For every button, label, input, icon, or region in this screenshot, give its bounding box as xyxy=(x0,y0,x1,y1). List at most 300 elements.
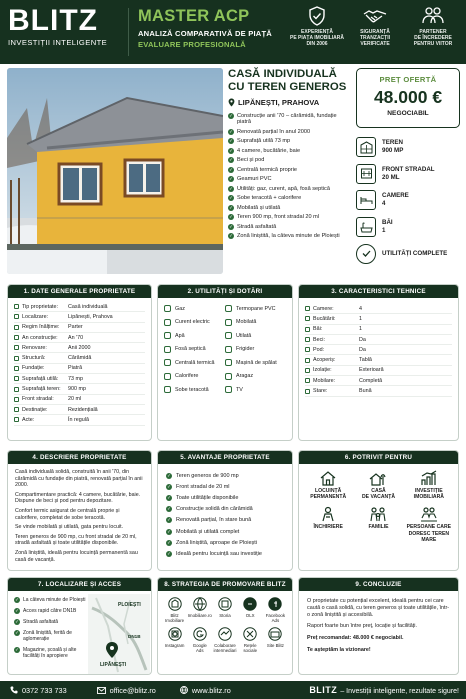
footer-phone[interactable] xyxy=(10,686,67,695)
recommended-price: Preț recomandat: 48.000 € negociabil. xyxy=(307,635,404,642)
row-label-text: Bucătării: xyxy=(313,315,336,322)
row-value: 20 ml xyxy=(68,396,82,403)
row-value: 73 mp xyxy=(68,375,83,382)
product-block xyxy=(138,7,272,49)
utility-item xyxy=(225,372,286,381)
property-title-line-2: CU TEREN GENEROS xyxy=(228,81,347,93)
table-row xyxy=(305,376,452,386)
row-label-text: Suprafață teren: xyxy=(22,386,61,393)
section-technical xyxy=(298,284,459,441)
row-label-text: Camere: xyxy=(313,305,334,312)
badge-line: TRANZACȚII xyxy=(360,35,390,41)
check-icon: ✓ xyxy=(15,647,19,652)
utility-icon xyxy=(225,373,232,380)
globe-icon xyxy=(180,686,188,694)
feature-text: Stradă asfaltată xyxy=(237,223,277,230)
badge-partner xyxy=(404,6,462,47)
utility-item xyxy=(164,345,225,354)
row-value: An '70 xyxy=(68,334,84,341)
utility-label: Sobe teracotă xyxy=(175,386,209,393)
advantages-list xyxy=(158,464,292,560)
advantage-text: Construcție solidă din cărămidă xyxy=(176,506,253,513)
advantage-item xyxy=(166,504,284,515)
row-label xyxy=(14,386,68,392)
row-label-text: Tip proprietate: xyxy=(22,303,59,310)
utility-icon xyxy=(164,346,171,353)
section-title: 4. DESCRIERE PROPRIETATE xyxy=(8,451,151,464)
utility-item xyxy=(225,345,286,354)
table-row xyxy=(305,314,452,324)
channel-label-2: intermediari xyxy=(213,648,237,653)
feature-text: Teren 900 mp, front stradal 20 ml xyxy=(237,214,320,221)
table-row xyxy=(14,415,145,425)
advantage-text: Zonă liniștită, aproape de Ploiești xyxy=(176,539,258,546)
channel-label: Rețele xyxy=(243,643,257,648)
suited-investment: INVESTIȚIE IMOBILIARĂ xyxy=(404,470,454,500)
price-value: 48.000 € xyxy=(373,87,443,107)
row-label-text: Fundație: xyxy=(22,365,45,372)
suited-rental: ÎNCHIRIERE xyxy=(303,506,353,543)
field-icon xyxy=(14,417,19,422)
channel-label: Storia xyxy=(219,613,231,618)
utility-item xyxy=(164,372,225,381)
spec-label: TEREN xyxy=(382,139,403,147)
spec-land xyxy=(356,134,460,161)
table-row xyxy=(14,312,145,322)
row-label-text: Băi: xyxy=(313,326,323,333)
row-value: Anii 2000 xyxy=(68,344,91,351)
row-value: 1 xyxy=(359,326,362,333)
utility-label: Fosă septică xyxy=(175,346,206,352)
section-suited-for xyxy=(298,450,459,571)
row-value: 1 xyxy=(359,315,362,322)
olx-icon xyxy=(243,597,257,611)
feature-text: Beci și pod xyxy=(237,157,265,164)
row-label xyxy=(14,417,68,423)
technical-table xyxy=(299,298,458,397)
row-label xyxy=(14,407,68,413)
frontage-icon xyxy=(356,164,376,184)
brand-block xyxy=(8,6,107,47)
table-row xyxy=(14,405,145,415)
conclusion-paragraph: Raport foarte bun între preț, locație și facilități. xyxy=(307,623,417,630)
row-label-text: Structură: xyxy=(22,355,46,362)
utility-label: Centrală termică xyxy=(175,359,215,366)
promotion-channel xyxy=(212,627,237,653)
row-label-text: Izolație: xyxy=(313,367,332,374)
shield-check-icon xyxy=(308,6,326,26)
key-specs xyxy=(356,134,460,267)
partners-icon xyxy=(421,6,445,26)
feature-item xyxy=(228,224,352,230)
field-icon xyxy=(14,335,19,340)
table-row xyxy=(14,353,145,363)
channel-label: Blitz xyxy=(170,613,179,618)
check-icon: ✓ xyxy=(167,506,171,512)
feature-text: Centrală termică proprie xyxy=(237,166,298,173)
utility-label: Curent electric xyxy=(175,319,210,325)
product-title: MASTER ACP xyxy=(138,7,250,25)
row-label xyxy=(14,314,68,320)
location-text: Stradă asfaltată xyxy=(23,619,59,625)
check-icon: ✓ xyxy=(229,223,233,229)
utility-label: Termopane PVC xyxy=(236,305,276,312)
section-description xyxy=(7,450,152,571)
row-label xyxy=(305,337,359,343)
building-icon xyxy=(168,597,182,611)
spec-frontage xyxy=(356,161,460,188)
section-conclusion xyxy=(298,577,459,675)
table-row xyxy=(305,386,452,396)
utility-icon xyxy=(164,332,171,339)
badge-safety xyxy=(346,6,404,47)
row-value: În regulă xyxy=(68,416,89,423)
location-item xyxy=(14,608,88,614)
section-title: 5. AVANTAJE PROPRIETATE xyxy=(158,451,292,464)
utility-icon xyxy=(164,305,171,312)
collab-icon xyxy=(218,627,232,641)
field-icon xyxy=(305,327,310,332)
check-icon: ✓ xyxy=(167,483,171,489)
row-value: 900 mp xyxy=(68,386,86,393)
property-summary xyxy=(228,68,352,243)
handshake-icon xyxy=(363,6,387,26)
utility-icon xyxy=(225,386,232,393)
field-icon xyxy=(305,378,310,383)
location-text: La câteva minute de Ploiești xyxy=(23,597,86,603)
check-icon: ✓ xyxy=(229,166,233,172)
property-photo xyxy=(7,68,223,274)
section-advantages xyxy=(157,450,293,571)
utility-icon xyxy=(225,359,232,366)
check-icon: ✓ xyxy=(229,138,233,144)
row-label-text: Localizare: xyxy=(22,313,49,320)
check-icon: ✓ xyxy=(229,195,233,201)
globe-icon xyxy=(193,597,207,611)
feature-list xyxy=(228,113,352,239)
table-row xyxy=(305,355,452,365)
footer-website[interactable] xyxy=(180,686,231,695)
advantage-item xyxy=(166,537,284,548)
badge-line: PARTENER xyxy=(419,29,447,35)
spec-label: UTILITĂȚI COMPLETE xyxy=(382,249,448,257)
email-icon xyxy=(97,687,106,694)
utility-label: Apă xyxy=(175,332,185,339)
channel-label-2: Ads xyxy=(196,648,204,653)
table-row xyxy=(305,345,452,355)
utility-icon xyxy=(225,346,232,353)
channel-label: Imobiliare.ro xyxy=(187,613,212,618)
promotion-channel xyxy=(162,627,187,653)
promotion-channel xyxy=(187,627,212,653)
utility-label: Mobilată xyxy=(236,319,257,325)
product-subtitle-2: EVALUARE PROFESIONALĂ xyxy=(138,40,246,49)
spec-baths xyxy=(356,214,460,241)
spec-value: 1 xyxy=(382,227,386,235)
table-row xyxy=(305,366,452,376)
location-text: Acces rapid către DN1B xyxy=(23,608,77,614)
spec-label: FRONT STRADAL xyxy=(382,165,435,173)
promotion-channel xyxy=(162,597,187,623)
field-icon xyxy=(305,306,310,311)
row-value: Exterioară xyxy=(359,367,384,374)
promotion-channel xyxy=(263,627,288,653)
promotion-channel xyxy=(238,627,263,653)
investment-chart-icon xyxy=(420,470,438,486)
family-icon xyxy=(369,506,387,522)
email-address: office@blitz.ro xyxy=(109,685,156,695)
description-paragraph: Zonă liniștită, ideală pentru locuință permanentă sau casă de vacanță. xyxy=(15,549,138,563)
utility-icon xyxy=(225,332,232,339)
section-general-data xyxy=(7,284,152,441)
check-icon: ✓ xyxy=(15,597,19,602)
utility-label: Gaz xyxy=(175,305,185,312)
website-url: www.blitz.ro xyxy=(191,685,231,695)
utility-label: Calorifere xyxy=(175,373,199,379)
utility-item xyxy=(225,331,286,340)
field-icon xyxy=(14,314,19,319)
utility-label: TV xyxy=(236,386,243,393)
footer-bar xyxy=(0,681,466,699)
conclusion-text xyxy=(299,591,458,666)
channel-label: Google xyxy=(192,643,207,648)
product-subtitle: ANALIZĂ COMPARATIVĂ DE PIAȚĂ xyxy=(138,29,272,38)
location-list xyxy=(8,591,88,664)
utility-label: Frigider xyxy=(236,346,255,352)
footer-slogan xyxy=(309,685,459,695)
promotion-channel xyxy=(238,597,263,623)
footer-email[interactable] xyxy=(97,686,156,695)
row-label-text: Suprafață utilă: xyxy=(22,375,59,382)
check-icon: ✓ xyxy=(229,233,233,239)
utility-icon xyxy=(225,305,232,312)
table-row xyxy=(14,333,145,343)
row-label xyxy=(305,388,359,394)
row-label-text: An construcție: xyxy=(22,334,58,341)
advantage-item xyxy=(166,515,284,526)
feature-item xyxy=(228,129,352,135)
section-title: 1. DATE GENERALE PROPRIETATE xyxy=(8,285,151,298)
row-value: Da xyxy=(359,336,366,343)
website-icon xyxy=(268,627,282,641)
row-label-text: Beci: xyxy=(313,336,325,343)
row-label xyxy=(305,347,359,353)
row-label-text: Destinație: xyxy=(22,406,48,413)
badge-line: SIGURANȚĂ xyxy=(360,29,390,35)
row-label xyxy=(14,396,68,402)
table-row xyxy=(14,343,145,353)
header-divider xyxy=(128,8,129,56)
feature-text: Suprafață utilă 73 mp xyxy=(237,138,291,145)
section-utilities xyxy=(157,284,293,441)
feature-text: Zonă liniștită, la câteva minute de Ploiești xyxy=(237,233,340,240)
location-text: LIPĂNEȘTI, PRAHOVA xyxy=(238,98,320,107)
advantage-text: Renovată parțial, în stare bună xyxy=(176,517,252,524)
facebook-icon xyxy=(268,597,282,611)
channel-label: Site Blitz xyxy=(266,643,284,648)
feature-item xyxy=(228,195,352,201)
feature-item xyxy=(228,205,352,211)
spec-utilities xyxy=(356,240,460,267)
row-label-text: Regim înălțime: xyxy=(22,324,60,331)
property-title-line-1: CASĂ INDIVIDUALĂ xyxy=(228,68,337,80)
network-icon xyxy=(243,627,257,641)
description-paragraph: Confort termic asigurat de centrală proprie și calorifere, completat de sobe teracotă. xyxy=(15,507,120,521)
table-row xyxy=(14,323,145,333)
utility-label: Aragaz xyxy=(236,373,254,379)
feature-item xyxy=(228,186,352,192)
trust-badges xyxy=(288,6,462,47)
field-icon xyxy=(14,397,19,402)
advantage-text: Mobilată și utilată complet xyxy=(176,528,240,535)
general-data-table xyxy=(8,298,151,426)
badge-experience xyxy=(288,6,346,47)
field-icon xyxy=(305,347,310,352)
price-box xyxy=(356,68,460,128)
utility-label: Utilată xyxy=(236,332,252,339)
utility-item xyxy=(164,385,225,394)
location-text: Magazine, școală și alte facilități în apropiere xyxy=(23,647,77,659)
row-value: Cărămidă xyxy=(68,355,92,362)
description-paragraph: Casă individuală solidă, construită în anii '70, din cărămidă cu fundație din piatră, renovată parțial în anii 2000. xyxy=(15,469,143,489)
field-icon xyxy=(305,358,310,363)
promotion-grid xyxy=(158,591,292,653)
check-icon: ✓ xyxy=(167,528,171,534)
feature-text: 4 camere, bucătărie, baie xyxy=(237,147,301,154)
brand-logo: BLITZ xyxy=(8,4,98,37)
field-icon xyxy=(305,389,310,394)
field-icon xyxy=(14,345,19,350)
suited-large-land: PERSOANE CARE DORESC TEREN MARE xyxy=(404,506,454,543)
feature-text: Renovată parțial în anul 2000 xyxy=(237,128,311,135)
badge-line: DE ÎNCREDERE xyxy=(414,35,452,41)
feature-item xyxy=(228,167,352,173)
utilities-grid xyxy=(158,298,292,394)
utility-item xyxy=(225,358,286,367)
suited-vacation-home: CASĂ DE VACANȚĂ xyxy=(353,470,403,500)
feature-item xyxy=(228,176,352,182)
google-icon xyxy=(193,627,207,641)
utility-item xyxy=(164,304,225,313)
spec-value: 4 xyxy=(382,200,386,208)
section-title: 6. POTRIVIT PENTRU xyxy=(299,451,458,464)
check-icon: ✓ xyxy=(167,517,171,523)
property-location xyxy=(228,98,352,107)
bed-icon xyxy=(356,190,376,210)
utility-item xyxy=(225,385,286,394)
location-item xyxy=(14,597,88,603)
utility-icon xyxy=(225,319,232,326)
utility-icon xyxy=(164,373,171,380)
table-row xyxy=(305,325,452,335)
map-road-label: DN1B xyxy=(128,634,141,639)
utility-item xyxy=(164,358,225,367)
location-pin-icon xyxy=(228,98,235,107)
advantage-item xyxy=(166,492,284,503)
spec-value: 20 ML xyxy=(382,173,400,181)
description-paragraph: Se vinde mobilată și utilată, gata pentru locuit. xyxy=(15,524,124,531)
brand-tagline: INVESTIȚII INTELIGENTE xyxy=(8,38,108,47)
header-bar xyxy=(0,0,466,64)
check-icon: ✓ xyxy=(15,619,19,624)
spec-label: CAMERE xyxy=(382,192,409,200)
row-value: Bună xyxy=(359,388,372,395)
promotion-channel xyxy=(212,597,237,623)
promotion-channel xyxy=(187,597,212,623)
advantage-item xyxy=(166,526,284,537)
price-note: NEGOCIABIL xyxy=(387,110,429,117)
channel-label: Colaborare xyxy=(214,643,236,648)
table-row xyxy=(14,395,145,405)
feature-item xyxy=(228,214,352,220)
advantage-text: Teren generos de 900 mp xyxy=(176,472,239,479)
row-label xyxy=(14,335,68,341)
map-pin-label: LIPĂNEȘTI xyxy=(100,662,127,668)
section-title: 8. STRATEGIA DE PROMOVARE BLITZ xyxy=(158,578,292,591)
check-circle-icon xyxy=(356,244,376,264)
utility-icon xyxy=(164,386,171,393)
badge-line: DIN 2006 xyxy=(306,41,328,47)
channel-label-2: sociale xyxy=(243,648,258,653)
check-icon: ✓ xyxy=(229,128,233,134)
utility-icon xyxy=(164,359,171,366)
row-label xyxy=(305,367,359,373)
check-icon: ✓ xyxy=(229,113,233,118)
check-icon: ✓ xyxy=(167,472,171,478)
check-icon: ✓ xyxy=(229,214,233,220)
location-item xyxy=(14,619,88,625)
utility-item xyxy=(225,318,286,327)
instagram-icon xyxy=(168,627,182,641)
feature-item xyxy=(228,233,352,239)
section-promotion xyxy=(157,577,293,675)
location-item xyxy=(14,647,88,659)
table-row xyxy=(14,374,145,384)
feature-item xyxy=(228,138,352,144)
feature-text: Mobilată și utilată xyxy=(237,204,281,211)
bath-icon xyxy=(356,217,376,237)
house-photo-illustration xyxy=(7,68,223,274)
promotion-channel xyxy=(263,597,288,623)
feature-text: Sobe teracotă + calorifere xyxy=(237,195,302,202)
vacation-house-icon xyxy=(369,470,387,486)
viewing-invite: Te așteptăm la vizionare! xyxy=(307,646,371,653)
check-icon: ✓ xyxy=(15,608,19,613)
people-land-icon xyxy=(420,506,438,522)
row-label-text: Acoperiș: xyxy=(313,357,336,364)
feature-item xyxy=(228,157,352,163)
row-label xyxy=(305,316,359,322)
field-icon xyxy=(14,407,19,412)
row-label xyxy=(14,304,68,310)
map-city-label: PLOIEȘTI xyxy=(118,602,141,608)
footer-brand: BLITZ xyxy=(309,685,338,695)
channel-label-2: Imobiliare xyxy=(165,618,185,623)
row-label xyxy=(305,306,359,312)
row-label xyxy=(14,365,68,371)
location-text: Zonă liniștită, ferită de aglomerație xyxy=(23,630,72,642)
row-label-text: Renovare: xyxy=(22,344,47,351)
channel-label: Facebook xyxy=(265,613,286,618)
row-label xyxy=(305,326,359,332)
retirement-icon xyxy=(319,506,337,522)
row-label-text: Stare: xyxy=(313,388,328,395)
slogan-text: – Investiții inteligente, rezultate sigure! xyxy=(340,688,459,695)
feature-text: Construcție anii '70 – cărămidă, fundație piatră xyxy=(237,113,337,126)
phone-icon xyxy=(10,686,18,694)
feature-text: Utilități: gaz, curent, apă, fosă septică xyxy=(237,185,330,192)
advantage-item xyxy=(166,470,284,481)
